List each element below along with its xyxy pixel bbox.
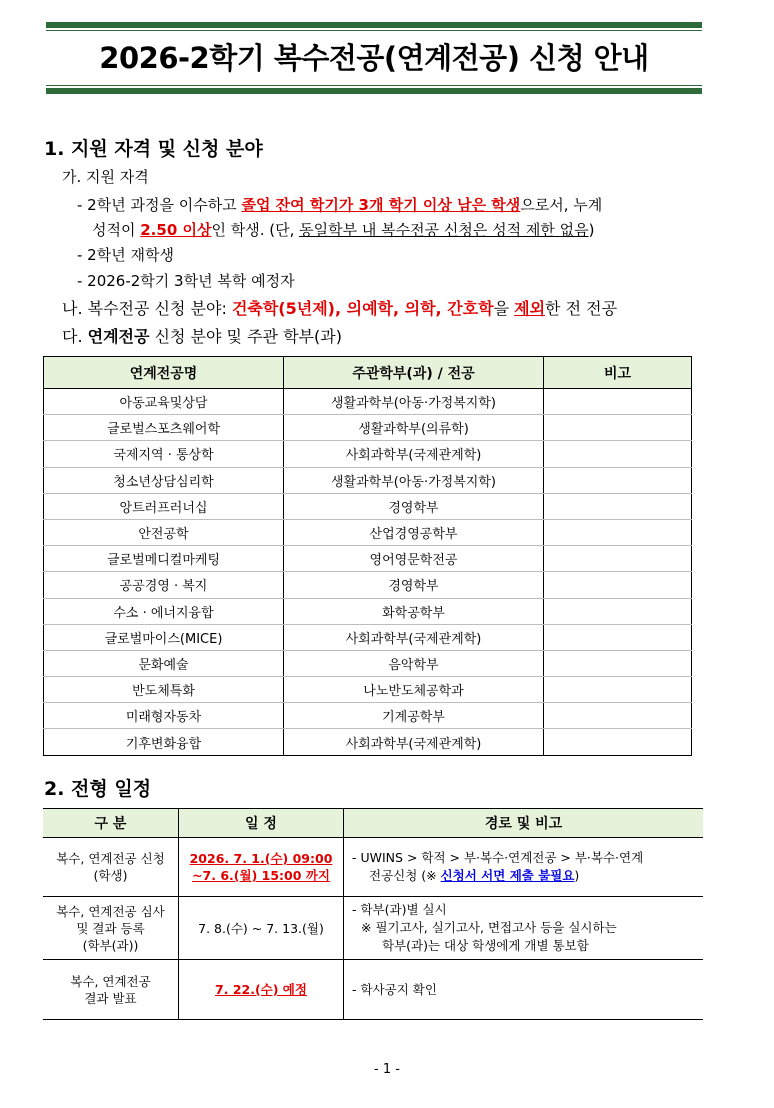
note-cell <box>544 598 692 624</box>
da-post: 신청 분야 및 주관 학부(과) <box>149 327 342 346</box>
note-cell <box>544 650 692 676</box>
eligibility-item-1-highlight: 졸업 잔여 학기가 3개 학기 이상 남은 학생 <box>241 196 521 214</box>
eligibility-item-2: - 2학년 재학생 <box>77 246 174 264</box>
gpa-exception: 동일학부 내 복수전공 신청은 성적 제한 없음 <box>299 221 589 239</box>
gpa-post: ) <box>588 221 595 239</box>
subsection-da <box>62 324 342 347</box>
table-row <box>44 519 692 545</box>
department-cell: 경영학부 <box>284 493 544 519</box>
department-cell: 사회과학부(국제관계학) <box>284 624 544 650</box>
note-cell <box>544 572 692 598</box>
department-cell: 생활과학부(아동·가정복지학) <box>284 467 544 493</box>
department-cell: 나노반도체공학과 <box>284 677 544 703</box>
table-row <box>44 467 692 493</box>
subsection-ga: 가. 지원 자격 <box>62 168 149 186</box>
page-number: - 1 - <box>374 1062 400 1077</box>
gpa-mid: 인 학생. (단, <box>211 221 300 239</box>
na-exclude-word: 제외 <box>514 299 546 318</box>
note-cell <box>544 519 692 545</box>
na-excluded-majors: 건축학(5년제), 의예학, 의학, 간호학 <box>231 299 494 318</box>
note-cell <box>544 624 692 650</box>
schedule-route <box>344 838 704 897</box>
gpa-highlight: 2.50 이상 <box>140 221 212 239</box>
route-line: - 학부(과)별 실시 <box>352 902 447 917</box>
schedule-category <box>43 960 179 1020</box>
major-name-cell: 문화예술 <box>44 650 284 676</box>
major-name-cell: 국제지역 · 통상학 <box>44 441 284 467</box>
note-cell <box>544 677 692 703</box>
schedule-row <box>43 960 703 1020</box>
table-row <box>44 572 692 598</box>
department-cell: 사회과학부(국제관계학) <box>284 729 544 755</box>
note-cell <box>544 389 692 415</box>
col-header-schedule: 일 정 <box>179 809 344 838</box>
section2-heading: 2. 전형 일정 <box>44 778 152 800</box>
major-name-cell: 청소년상담심리학 <box>44 467 284 493</box>
table-row <box>44 389 692 415</box>
col-header-major: 연계전공명 <box>44 357 284 389</box>
page-title: 2026-2학기 복수전공(연계전공) 신청 안내 <box>99 41 649 75</box>
department-cell: 경영학부 <box>284 572 544 598</box>
major-name-cell: 안전공학 <box>44 519 284 545</box>
table-row <box>44 598 692 624</box>
major-name-cell: 반도체특화 <box>44 677 284 703</box>
eligibility-item-1 <box>77 194 602 215</box>
route-line: 학부(과)는 대상 학생에게 개별 통보함 <box>382 938 589 953</box>
note-cell <box>544 729 692 755</box>
note-cell <box>544 467 692 493</box>
route-line: - UWINS > 학적 > 부·복수·연계전공 > 부·복수·연계 <box>352 850 644 865</box>
major-name-cell: 아동교육및상담 <box>44 389 284 415</box>
gpa-pre: 성적이 <box>92 221 141 239</box>
col-header-department: 주관학부(과) / 전공 <box>284 357 544 389</box>
major-name-cell: 글로벌메디컬마케팅 <box>44 546 284 572</box>
table-row <box>44 650 692 676</box>
schedule-route <box>344 897 704 960</box>
department-cell: 산업경영공학부 <box>284 519 544 545</box>
table-row <box>44 703 692 729</box>
eligibility-item-3: - 2026-2학기 3학년 복학 예정자 <box>77 272 295 290</box>
note-cell <box>544 415 692 441</box>
schedule-date <box>179 838 344 897</box>
schedule-row <box>43 838 703 897</box>
category-line: 복수, 연계전공 <box>70 973 151 989</box>
department-cell: 사회과학부(국제관계학) <box>284 441 544 467</box>
col-header-note: 비고 <box>544 357 692 389</box>
table-row <box>44 624 692 650</box>
da-bold: 연계전공 <box>87 327 150 346</box>
route-note-highlight: 신청서 서면 제출 불필요 <box>440 868 575 883</box>
note-cell <box>544 703 692 729</box>
na-post: 한 전 전공 <box>545 299 618 318</box>
na-mid: 을 <box>493 299 515 318</box>
route-line: ※ 필기고사, 실기고사, 면접고사 등을 실시하는 <box>361 920 617 935</box>
major-name-cell: 수소 · 에너지융합 <box>44 598 284 624</box>
schedule-category <box>43 838 179 897</box>
category-line: (학부(과)) <box>82 937 139 953</box>
eligibility-item-1-line2 <box>92 219 594 240</box>
table-row <box>44 546 692 572</box>
major-name-cell: 글로벌마이스(MICE) <box>44 624 284 650</box>
linked-major-table-body <box>44 389 692 756</box>
route-post: ) <box>574 868 580 883</box>
schedule-header-row <box>43 809 703 838</box>
schedule-category <box>43 897 179 960</box>
linked-major-table <box>43 356 692 756</box>
department-cell: 생활과학부(의류학) <box>284 415 544 441</box>
eligibility-item-1-pre: - 2학년 과정을 이수하고 <box>77 196 242 214</box>
department-cell: 영어영문학전공 <box>284 546 544 572</box>
section1-heading: 1. 지원 자격 및 신청 분야 <box>44 138 263 160</box>
department-cell: 기계공학부 <box>284 703 544 729</box>
major-name-cell: 미래형자동차 <box>44 703 284 729</box>
date-line: 2026. 7. 1.(수) 09:00 <box>189 851 333 866</box>
note-cell <box>544 546 692 572</box>
schedule-date: 7. 8.(수) ~ 7. 13.(월) <box>179 897 344 960</box>
category-line: 복수, 연계전공 심사 <box>56 903 165 919</box>
route-line <box>352 867 703 885</box>
col-header-route: 경로 및 비고 <box>344 809 704 838</box>
schedule-date: 7. 22.(수) 예정 <box>179 960 344 1020</box>
schedule-table <box>43 808 703 1020</box>
da-pre: 다. <box>62 327 88 346</box>
col-header-category: 구 분 <box>43 809 179 838</box>
title-top-rule <box>46 22 702 28</box>
table-row <box>44 677 692 703</box>
table-row <box>44 415 692 441</box>
major-name-cell: 글로벌스포츠웨어학 <box>44 415 284 441</box>
date-line: ~7. 6.(월) 15:00 까지 <box>192 868 330 883</box>
category-line: (학생) <box>93 868 128 883</box>
department-cell: 화학공학부 <box>284 598 544 624</box>
table-header-row <box>44 357 692 389</box>
eligibility-item-1-post: 으로서, 누계 <box>520 196 603 214</box>
schedule-route: - 학사공지 확인 <box>344 960 704 1020</box>
title-box <box>46 22 702 94</box>
major-name-cell: 앙트러프러너십 <box>44 493 284 519</box>
table-row <box>44 493 692 519</box>
major-name-cell: 기후변화융합 <box>44 729 284 755</box>
category-line: 및 결과 등록 <box>76 920 145 936</box>
category-line: 복수, 연계전공 신청 <box>56 851 165 866</box>
note-cell <box>544 441 692 467</box>
na-pre: 나. 복수전공 신청 분야: <box>62 299 232 318</box>
department-cell: 생활과학부(아동·가정복지학) <box>284 389 544 415</box>
table-row <box>44 729 692 755</box>
schedule-row <box>43 897 703 960</box>
major-name-cell: 공공경영 · 복지 <box>44 572 284 598</box>
title-bottom-rule <box>46 88 702 94</box>
department-cell: 음악학부 <box>284 650 544 676</box>
table-row <box>44 441 692 467</box>
route-pre: 전공신청 (※ <box>369 868 441 883</box>
note-cell <box>544 493 692 519</box>
subsection-na <box>62 296 617 319</box>
category-line: 결과 발표 <box>84 990 137 1006</box>
